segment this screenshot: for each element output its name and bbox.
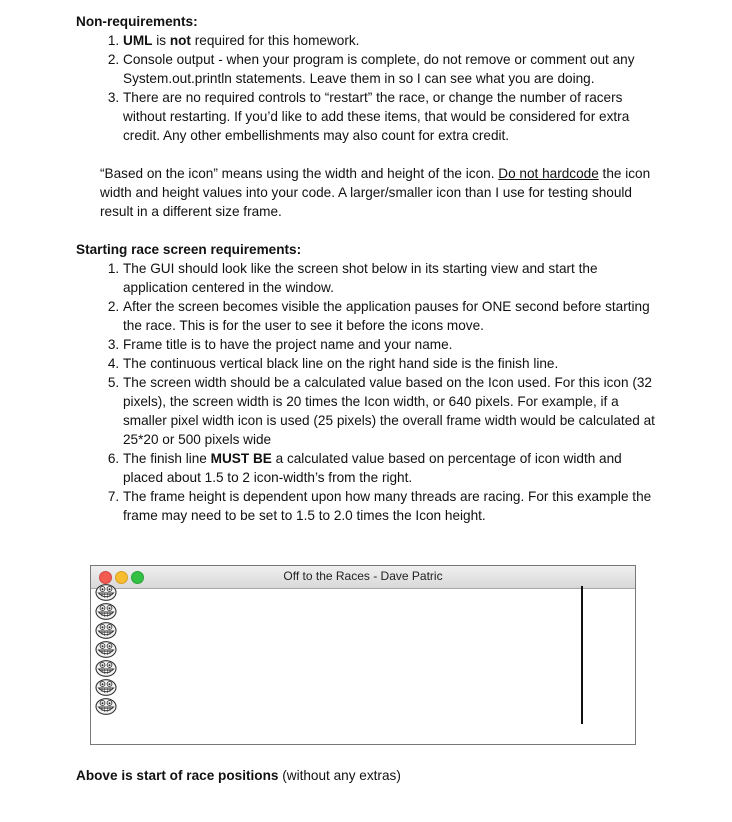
icon-paragraph xyxy=(76,164,660,221)
list-item-text: The screen width should be a calculated value based on the Icon used. For this icon (32 pixels), the screen width is 20 times the Icon width, or 640 pixels. For example, if a smaller pixel width icon is used (25 pixels) the overall frame width would be calculated at 25*20 or 500 pixels wide xyxy=(123,375,655,447)
starting-requirements-list xyxy=(76,259,656,525)
list-item-text: Frame title is to have the project name and your name. xyxy=(123,337,453,352)
racer-column xyxy=(95,584,117,717)
not-label: not xyxy=(169,33,191,48)
grinning-face-icon xyxy=(95,622,117,639)
list-item-text: is xyxy=(152,33,170,48)
list-item-text: The frame height is dependent upon how many threads are racing. For this example the frame may need to be set to 1.5 to 2.0 times the Icon height. xyxy=(123,489,652,523)
window-title: Off to the Races - Dave Patric xyxy=(283,569,443,583)
list-item xyxy=(123,31,656,50)
list-item-text: a calculated value based on percentage of icon width and placed about 1.5 to 2 icon-width’s from the right. xyxy=(123,451,622,485)
grinning-face-icon xyxy=(95,660,117,677)
caption-text: (without any extras) xyxy=(278,768,401,783)
paragraph-text: “Based on the icon” means using the width and height of the icon. xyxy=(100,166,499,181)
grinning-face-icon xyxy=(95,641,117,658)
list-item-text: There are no required controls to “restart” the race, or change the number of racers without restarting. If you’d like to add these items, that would be considered for extra credit. Any other embellishments may also count for extra credit. xyxy=(123,90,630,143)
list-item xyxy=(123,354,656,373)
list-item xyxy=(123,487,656,525)
uml-label: UML xyxy=(123,33,153,48)
grinning-face-icon xyxy=(95,584,117,601)
race-window-screenshot xyxy=(90,565,636,745)
list-item xyxy=(123,88,656,145)
list-item xyxy=(123,335,656,354)
list-item xyxy=(123,259,656,297)
list-item xyxy=(123,449,656,487)
list-item xyxy=(123,297,656,335)
grinning-face-icon xyxy=(95,679,117,696)
list-item xyxy=(123,373,656,449)
finish-line xyxy=(581,586,583,724)
non-requirements-list xyxy=(76,31,656,145)
list-item-text: The continuous vertical black line on the right hand side is the finish line. xyxy=(123,356,559,371)
list-item-text: The GUI should look like the screen shot below in its starting view and start the application centered in the window. xyxy=(123,261,598,295)
document-page xyxy=(76,12,656,525)
paragraph-text: the icon width and height values into your code. A larger/smaller icon than I use for testing should result in a different size frame. xyxy=(100,166,651,219)
underlined-text: Do not hardcode xyxy=(498,166,599,181)
list-item xyxy=(123,50,656,88)
caption-bold: Above is start of race positions xyxy=(76,768,279,783)
must-be-label: MUST BE xyxy=(210,451,272,466)
starting-requirements-heading: Starting race screen requirements: xyxy=(76,242,302,257)
grinning-face-icon xyxy=(95,603,117,620)
list-item-text: required for this homework. xyxy=(190,33,360,48)
window-titlebar xyxy=(91,566,635,589)
list-item-text: Console output - when your program is complete, do not remove or comment out any System.out.println statements. Leave them in so I can see what you are doing. xyxy=(123,52,635,86)
list-item-text: After the screen becomes visible the application pauses for ONE second before starting the race. This is for the user to see it before the icons move. xyxy=(123,299,650,333)
non-requirements-heading: Non-requirements: xyxy=(76,14,198,29)
caption xyxy=(76,766,401,785)
grinning-face-icon xyxy=(95,698,117,715)
list-item-text: The finish line xyxy=(123,451,211,466)
